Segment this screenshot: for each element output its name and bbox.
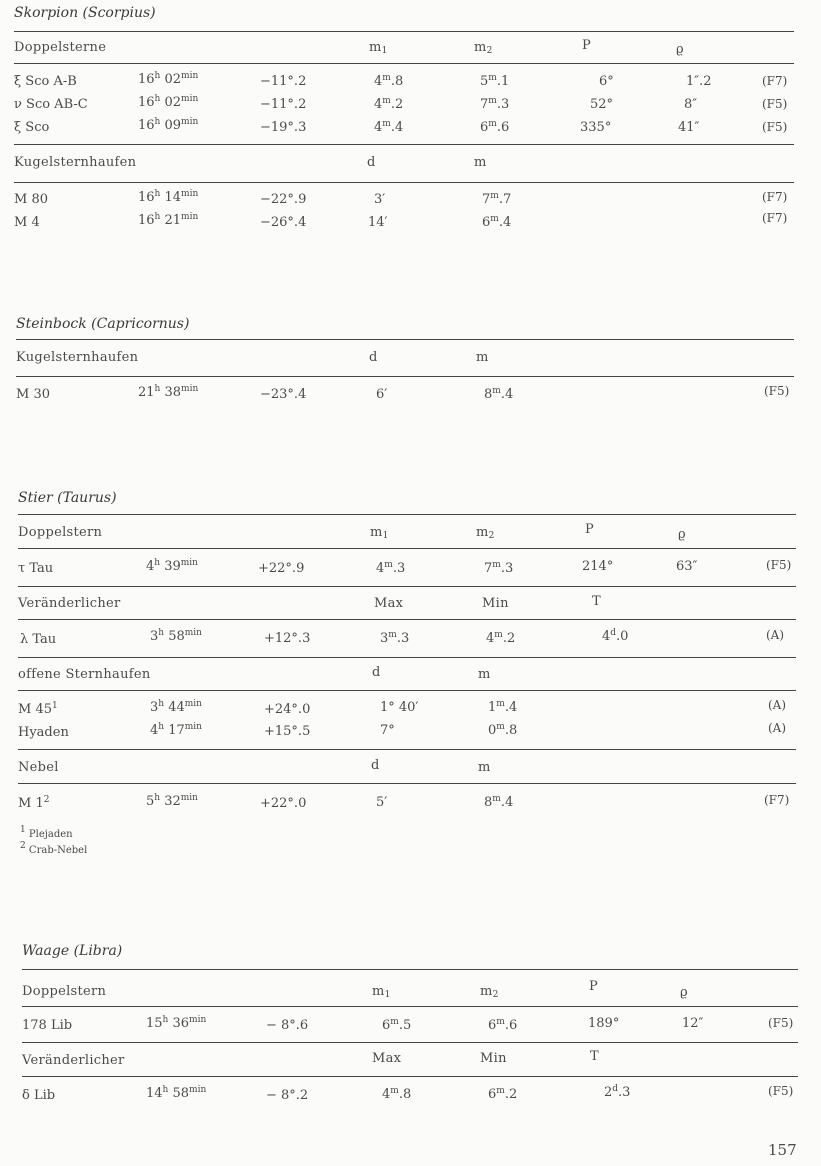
col-m: m <box>476 350 489 365</box>
magnitude: 1$^m$.4 <box>488 699 518 715</box>
col-t: T <box>590 1049 599 1064</box>
object-name: M $1^2$ <box>18 795 50 811</box>
separation: 8″ <box>684 97 698 112</box>
position-angle: 52° <box>590 97 614 112</box>
footnote: $^1$ Plejaden <box>20 825 73 840</box>
star-name: ν Sco AB-C <box>14 97 88 112</box>
col-p: P <box>585 522 595 537</box>
rule <box>18 514 796 515</box>
magnitude-1: 4$^m$.2 <box>374 96 404 112</box>
right-ascension: 16$^h$ $09^{min}$ <box>138 117 199 133</box>
rule <box>18 783 796 784</box>
section-title-libra: Waage (Libra) <box>22 943 123 959</box>
min-magnitude: 6$^m$.2 <box>488 1086 518 1102</box>
col-d: d <box>369 350 378 365</box>
rule <box>18 657 796 658</box>
instrument: (A) <box>768 698 787 712</box>
magnitude-1: 4$^m$.3 <box>376 560 406 576</box>
rule <box>18 548 796 549</box>
section-title-taurus: Stier (Taurus) <box>18 490 117 506</box>
col-m1: $m_1$ <box>370 525 389 541</box>
separation: 1″.2 <box>686 74 712 89</box>
object-name: M 30 <box>16 387 50 402</box>
position-angle: 335° <box>580 120 612 135</box>
position-angle: 6° <box>599 74 614 89</box>
col-d: d <box>372 665 381 680</box>
heading-doppelsterne: Doppelsterne <box>14 40 107 55</box>
col-m1: $m_1$ <box>372 984 391 1000</box>
diameter: 7° <box>380 723 395 738</box>
heading-veraenderlicher: Veränderlicher <box>22 1053 125 1068</box>
magnitude-1: 6$^m$.5 <box>382 1017 412 1033</box>
magnitude-2: 7$^m$.3 <box>484 560 514 576</box>
declination: +12°.3 <box>264 631 311 646</box>
rule <box>22 1042 798 1043</box>
col-rho: ϱ <box>678 527 686 542</box>
object-name: M $45^1$ <box>18 701 58 717</box>
rule <box>18 586 796 587</box>
position-angle: 214° <box>582 559 614 574</box>
magnitude-1: 4$^m$.8 <box>374 73 404 89</box>
rule <box>18 619 796 620</box>
section-title-capricornus: Steinbock (Capricornus) <box>16 316 190 332</box>
heading-nebel: Nebel <box>18 760 59 775</box>
instrument: (F5) <box>764 384 790 398</box>
separation: 63″ <box>676 559 698 574</box>
right-ascension: 4$^h$ $17^{min}$ <box>150 722 202 738</box>
instrument: (F7) <box>764 793 790 807</box>
declination: +22°.0 <box>260 796 307 811</box>
magnitude-2: 6$^m$.6 <box>488 1017 518 1033</box>
period: 2$^d$.3 <box>604 1084 631 1100</box>
col-m: m <box>478 667 491 682</box>
heading-doppelstern: Doppelstern <box>18 525 103 540</box>
magnitude: 0$^m$.8 <box>488 722 518 738</box>
declination: −26°.4 <box>260 215 307 230</box>
col-max: Max <box>372 1051 402 1066</box>
col-max: Max <box>374 596 404 611</box>
diameter: 1° 40′ <box>380 700 419 715</box>
instrument: (F7) <box>762 74 788 88</box>
col-p: P <box>589 979 599 994</box>
instrument: (F5) <box>766 558 792 572</box>
declination: −11°.2 <box>260 74 307 89</box>
separation: 41″ <box>678 120 700 135</box>
diameter: 5′ <box>376 795 388 810</box>
page-number: 157 <box>768 1141 797 1159</box>
declination: − 8°.6 <box>266 1018 309 1033</box>
declination: +24°.0 <box>264 702 311 717</box>
right-ascension: 21$^h$ $38^{min}$ <box>138 384 199 400</box>
right-ascension: 16$^h$ $21^{min}$ <box>138 212 199 228</box>
section-title-scorpius: Skorpion (Scorpius) <box>14 5 156 21</box>
star-name: ξ Sco <box>14 120 50 135</box>
rule <box>14 182 794 183</box>
rule <box>22 1076 798 1077</box>
right-ascension: 16$^h$ $02^{min}$ <box>138 94 199 110</box>
star-name: λ Tau <box>20 632 57 647</box>
magnitude: 6$^m$.4 <box>482 214 512 230</box>
rule <box>18 690 796 691</box>
declination: +15°.5 <box>264 724 311 739</box>
col-rho: ϱ <box>676 42 684 57</box>
rule <box>18 749 796 750</box>
right-ascension: 16$^h$ $14^{min}$ <box>138 189 199 205</box>
max-magnitude: 4$^m$.8 <box>382 1086 412 1102</box>
rule <box>14 144 794 145</box>
declination: +22°.9 <box>258 561 305 576</box>
separation: 12″ <box>682 1016 704 1031</box>
right-ascension: 5$^h$ $32^{min}$ <box>146 793 198 809</box>
instrument: (F5) <box>762 120 788 134</box>
instrument: (F7) <box>762 190 788 204</box>
rule <box>14 63 794 64</box>
col-m2: $m_2$ <box>474 40 493 56</box>
rule <box>16 376 794 377</box>
col-m1: $m_1$ <box>369 40 388 56</box>
rule <box>16 339 794 340</box>
declination: −22°.9 <box>260 192 307 207</box>
object-name: M 4 <box>14 215 40 230</box>
instrument: (A) <box>766 628 785 642</box>
right-ascension: 3$^h$ $44^{min}$ <box>150 699 202 715</box>
diameter: 14′ <box>368 215 388 230</box>
instrument: (F7) <box>762 211 788 225</box>
col-m2: $m_2$ <box>480 984 499 1000</box>
instrument: (F5) <box>762 97 788 111</box>
instrument: (F5) <box>768 1084 794 1098</box>
col-min: Min <box>482 596 509 611</box>
rule <box>22 1006 798 1007</box>
col-t: T <box>592 594 601 609</box>
right-ascension: 15$^h$ $36^{min}$ <box>146 1015 207 1031</box>
rule <box>14 31 794 32</box>
magnitude-1: 4$^m$.4 <box>374 119 404 135</box>
heading-offene-sternhaufen: offene Sternhaufen <box>18 667 151 682</box>
declination: −19°.3 <box>260 120 307 135</box>
star-name: 178 Lib <box>22 1018 73 1033</box>
declination: −11°.2 <box>260 97 307 112</box>
heading-kugelsternhaufen: Kugelsternhaufen <box>14 155 137 170</box>
magnitude-2: 7$^m$.3 <box>480 96 510 112</box>
magnitude-2: 6$^m$.6 <box>480 119 510 135</box>
right-ascension: 4$^h$ $39^{min}$ <box>146 558 198 574</box>
magnitude-2: 5$^m$.1 <box>480 73 510 89</box>
star-name: δ Lib <box>22 1088 56 1103</box>
col-min: Min <box>480 1051 507 1066</box>
instrument: (A) <box>768 721 787 735</box>
star-name: τ Tau <box>18 561 54 576</box>
magnitude: 7$^m$.7 <box>482 191 512 207</box>
heading-kugelsternhaufen: Kugelsternhaufen <box>16 350 139 365</box>
position-angle: 189° <box>588 1016 620 1031</box>
col-m: m <box>478 760 491 775</box>
declination: −23°.4 <box>260 387 307 402</box>
diameter: 6′ <box>376 387 388 402</box>
col-rho: ϱ <box>680 985 688 1000</box>
object-name: Hyaden <box>18 725 69 740</box>
rule <box>22 969 798 970</box>
magnitude: 8$^m$.4 <box>484 386 514 402</box>
period: 4$^d$.0 <box>602 628 629 644</box>
diameter: 3′ <box>374 192 386 207</box>
declination: − 8°.2 <box>266 1088 309 1103</box>
instrument: (F5) <box>768 1016 794 1030</box>
max-magnitude: 3$^m$.3 <box>380 630 410 646</box>
right-ascension: 14$^h$ $58^{min}$ <box>146 1085 207 1101</box>
col-p: P <box>582 38 592 53</box>
right-ascension: 3$^h$ $58^{min}$ <box>150 628 202 644</box>
right-ascension: 16$^h$ $02^{min}$ <box>138 71 199 87</box>
magnitude: 8$^m$.4 <box>484 794 514 810</box>
col-m2: $m_2$ <box>476 525 495 541</box>
col-m: m <box>474 155 487 170</box>
col-d: d <box>371 758 380 773</box>
heading-doppelstern: Doppelstern <box>22 984 107 999</box>
col-d: d <box>367 155 376 170</box>
star-name: ξ Sco A-B <box>14 74 77 89</box>
heading-veraenderlicher: Veränderlicher <box>18 596 121 611</box>
object-name: M 80 <box>14 192 48 207</box>
min-magnitude: 4$^m$.2 <box>486 630 516 646</box>
footnote: $^2$ Crab-Nebel <box>20 841 88 856</box>
